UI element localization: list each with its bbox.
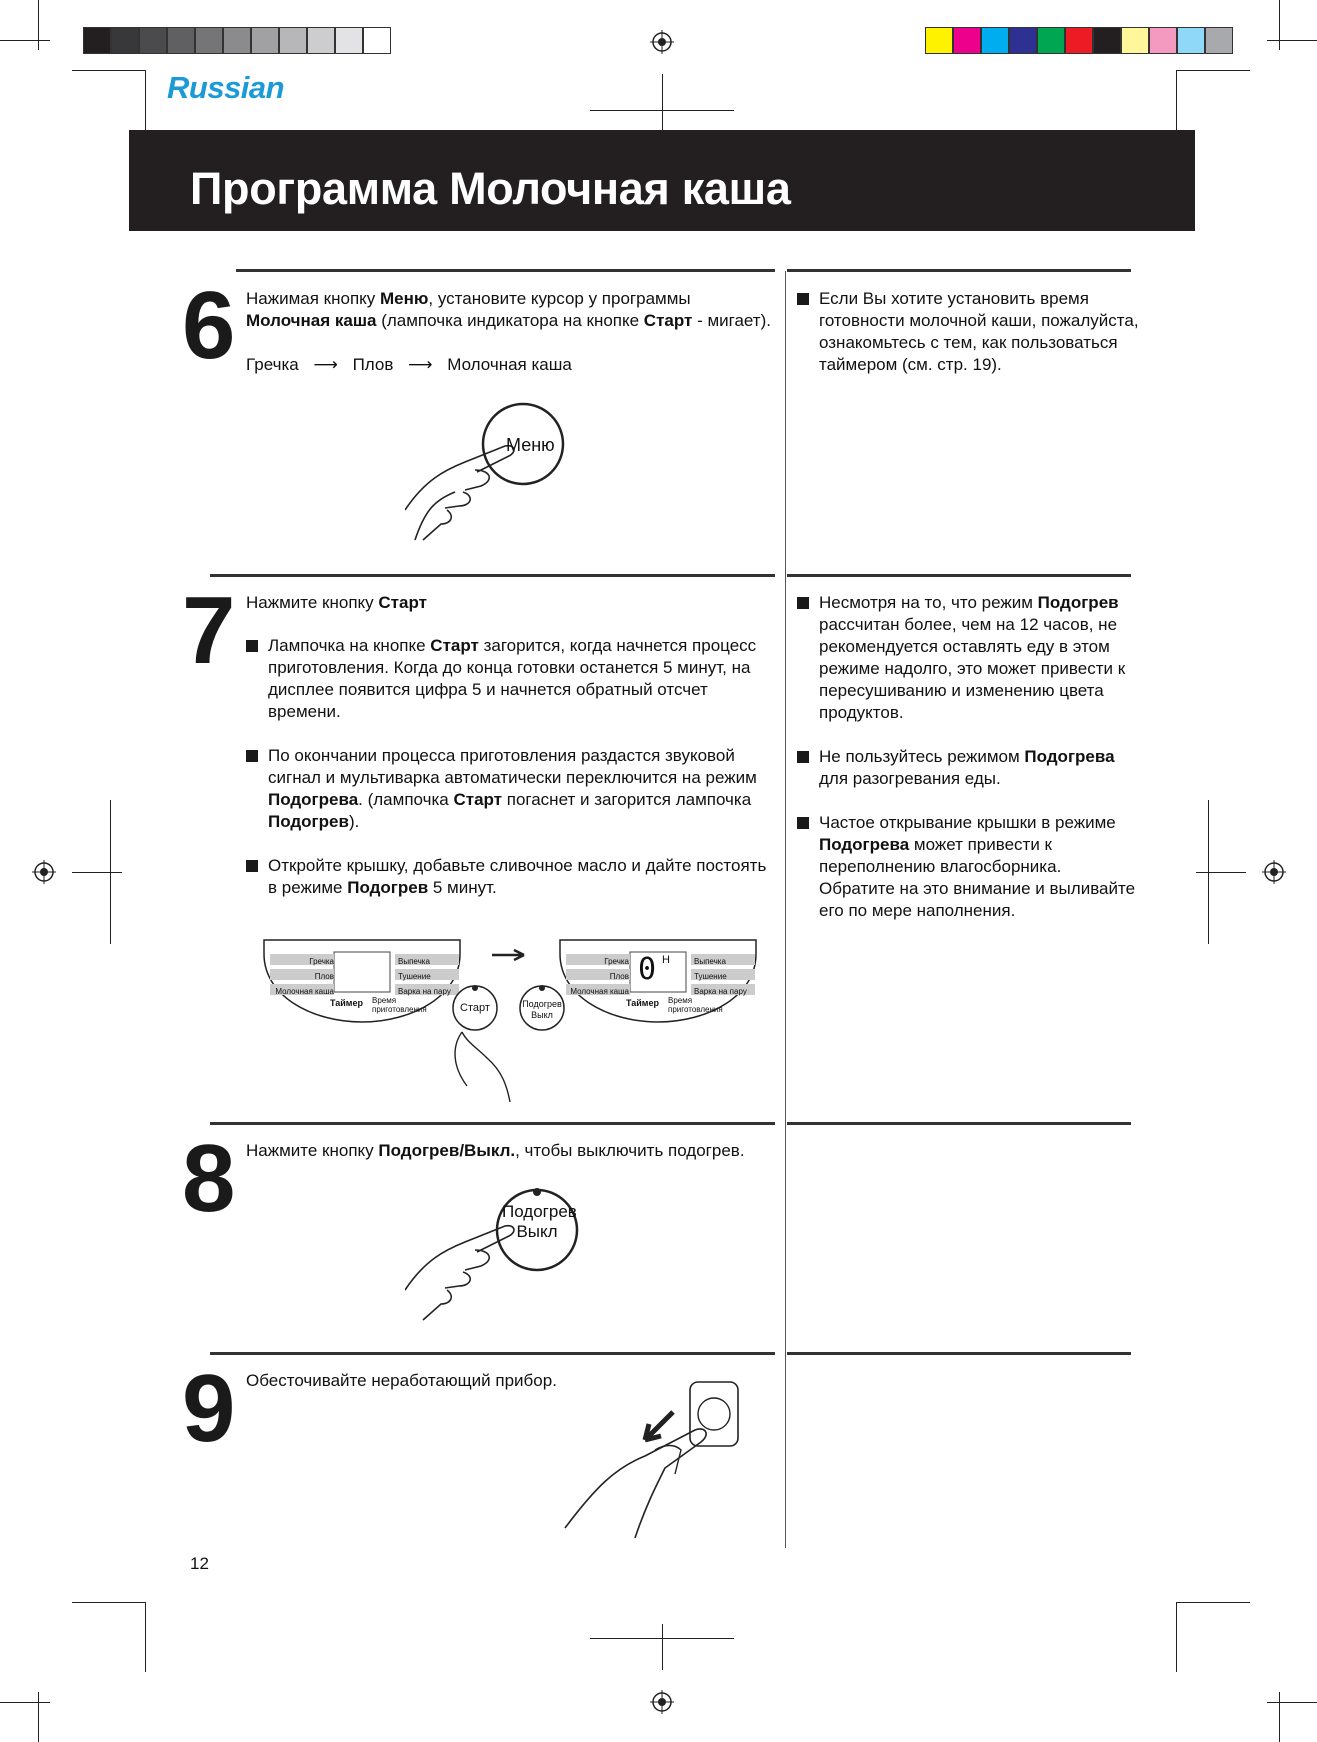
crop-mark <box>1279 1692 1280 1742</box>
crop-mark <box>1176 1602 1177 1672</box>
crop-mark <box>72 1602 146 1603</box>
crop-mark <box>72 70 146 71</box>
crop-mark <box>1196 872 1246 873</box>
panel-right-labels: Выпечка Тушение Варка на пару <box>694 957 747 996</box>
color-swatch <box>953 27 981 54</box>
grayscale-swatch <box>223 27 251 54</box>
color-swatch <box>981 27 1009 54</box>
grayscale-swatch <box>111 27 139 54</box>
grayscale-swatch <box>83 27 111 54</box>
color-swatch <box>1065 27 1093 54</box>
registration-mark-icon <box>1262 860 1286 884</box>
grayscale-swatch <box>363 27 391 54</box>
step7-bullet: Лампочка на кнопке Старт загорится, когда начнется процесс приготовления. Когда до конца готовки останется 5 минут, на дисплее появится цифра 5 и начнется обратный отсчет времени. <box>246 635 776 723</box>
display-unit: H <box>662 954 670 966</box>
hand-pressing-menu-illustration <box>405 400 590 545</box>
grayscale-swatch <box>167 27 195 54</box>
color-swatch <box>925 27 953 54</box>
grayscale-swatch <box>279 27 307 54</box>
arrow-right-icon: ⟶ <box>408 355 433 374</box>
warm-button-label: Подогрев Выкл <box>522 999 562 1020</box>
color-swatch <box>1037 27 1065 54</box>
section-rule <box>236 269 775 272</box>
crop-mark <box>1176 1602 1250 1603</box>
grayscale-swatch <box>139 27 167 54</box>
control-panel-illustration <box>262 936 762 1106</box>
crop-mark <box>1267 1702 1317 1703</box>
language-label: Russian <box>167 70 285 105</box>
crop-mark <box>38 0 39 50</box>
unplug-illustration <box>555 1378 745 1538</box>
color-swatch <box>1177 27 1205 54</box>
crop-mark <box>0 40 50 41</box>
crop-mark <box>145 1602 146 1672</box>
arrow-right-icon <box>492 950 524 960</box>
color-swatch <box>1009 27 1037 54</box>
color-swatch <box>1121 27 1149 54</box>
crop-mark <box>1176 70 1250 71</box>
step-number: 6 <box>182 272 233 379</box>
display-value: 0 <box>638 952 657 987</box>
crop-mark <box>1176 70 1177 130</box>
crop-mark <box>1208 800 1209 944</box>
crop-mark <box>662 1624 663 1670</box>
timer-label: Таймер <box>330 998 363 1008</box>
section-rule <box>787 1352 1131 1355</box>
section-rule <box>210 1352 775 1355</box>
section-rule <box>787 269 1131 272</box>
page-title: Программа Молочная каша <box>190 163 791 214</box>
menu-button-label: Меню <box>506 435 555 455</box>
step7-bullet: Откройте крышку, добавьте сливочное масло и дайте постоять в режиме Подогрев 5 минут. <box>246 855 776 899</box>
grayscale-swatch <box>335 27 363 54</box>
registration-mark-icon <box>32 860 56 884</box>
arrow-right-icon: ⟶ <box>313 355 338 374</box>
step7-notes <box>797 592 1137 922</box>
arrow-down-left-icon <box>645 1412 673 1440</box>
color-swatch <box>1149 27 1177 54</box>
start-button-label: Старт <box>460 1002 490 1014</box>
time-label: Время приготовления <box>668 996 723 1014</box>
registration-mark-icon <box>650 1690 674 1714</box>
color-swatch <box>1205 27 1233 54</box>
section-rule <box>787 1122 1131 1125</box>
grayscale-swatch <box>251 27 279 54</box>
crop-mark <box>0 1702 50 1703</box>
page-number: 12 <box>190 1554 209 1573</box>
section-rule <box>210 574 775 577</box>
step7-note: Частое открывание крышки в режиме Подогрева может привести к переполнению влагосборника. Обратите на это внимание и выливайте его по мере наполнения. <box>797 812 1137 922</box>
crop-mark <box>72 872 122 873</box>
crop-mark <box>110 800 111 944</box>
step7-bullet: По окончании процесса приготовления раздастся звуковой сигнал и мультиварка автоматически переключится на режим Подогрева. (лампочка Старт погаснет и загорится лампочка Подогрев). <box>246 745 776 833</box>
crop-mark <box>1279 0 1280 50</box>
step9-instruction: Обесточивайте неработающий прибор. <box>246 1371 557 1390</box>
time-label: Время приготовления <box>372 996 427 1014</box>
step7-instruction: Нажмите кнопку Старт Лампочка на кнопке Старт загорится, когда начнется процесс приготовления. Когда до конца готовки останется 5 минут, на дисплее появится цифра 5 и начнется обратный отсчет времени. По окончании процесса приготовления раздастся звуковой сигнал и мультиварка автоматически переключится на режим Подогрева. (лампочка Старт погаснет и загорится лампочка Подогрев). Откройте крышку, добавьте сливочное масло и дайте постоять в режиме Подогрев 5 минут. <box>246 592 776 899</box>
crop-mark <box>145 70 146 130</box>
step-number: 8 <box>182 1125 233 1232</box>
step7-note: Несмотря на то, что режим Подогрев рассчитан более, чем на 12 часов, не рекомендуется оставлять еду в этом режиме надолго, это может привести к пересушиванию и изменению цвета продуктов. <box>797 592 1137 724</box>
warm-off-button-label: Подогрев Выкл <box>502 1202 577 1241</box>
step7-note: Не пользуйтесь режимом Подогрева для разогревания еды. <box>797 746 1137 790</box>
step-number: 9 <box>182 1355 233 1462</box>
crop-mark <box>38 1692 39 1742</box>
step6-instruction: Нажимая кнопку Меню, установите курсор у программы Молочная каша (лампочка индикатора на кнопке Старт - мигает). Гречка ⟶ Плов ⟶ Молочная каша <box>246 288 776 376</box>
section-rule <box>787 574 1131 577</box>
step6-note: Если Вы хотите установить время готовности молочной каши, пожалуйста, ознакомьтесь с тем, как пользоваться таймером (см. стр. 19). <box>797 288 1149 376</box>
step8-instruction: Нажмите кнопку Подогрев/Выкл., чтобы выключить подогрев. <box>246 1141 745 1160</box>
step-number: 7 <box>182 577 233 684</box>
crop-mark <box>1267 40 1317 41</box>
registration-mark-icon <box>650 30 674 54</box>
color-swatch <box>1093 27 1121 54</box>
menu-sequence: Гречка ⟶ Плов ⟶ Молочная каша <box>246 355 572 374</box>
panel-left-labels: Гречка Плов Молочная каша <box>275 957 334 996</box>
panel-left-labels: Гречка Плов Молочная каша <box>570 957 629 996</box>
grayscale-swatch <box>195 27 223 54</box>
timer-label: Таймер <box>626 998 659 1008</box>
grayscale-swatch <box>307 27 335 54</box>
column-divider <box>785 271 786 1548</box>
panel-right-labels: Выпечка Тушение Варка на пару <box>398 957 451 996</box>
section-rule <box>210 1122 775 1125</box>
